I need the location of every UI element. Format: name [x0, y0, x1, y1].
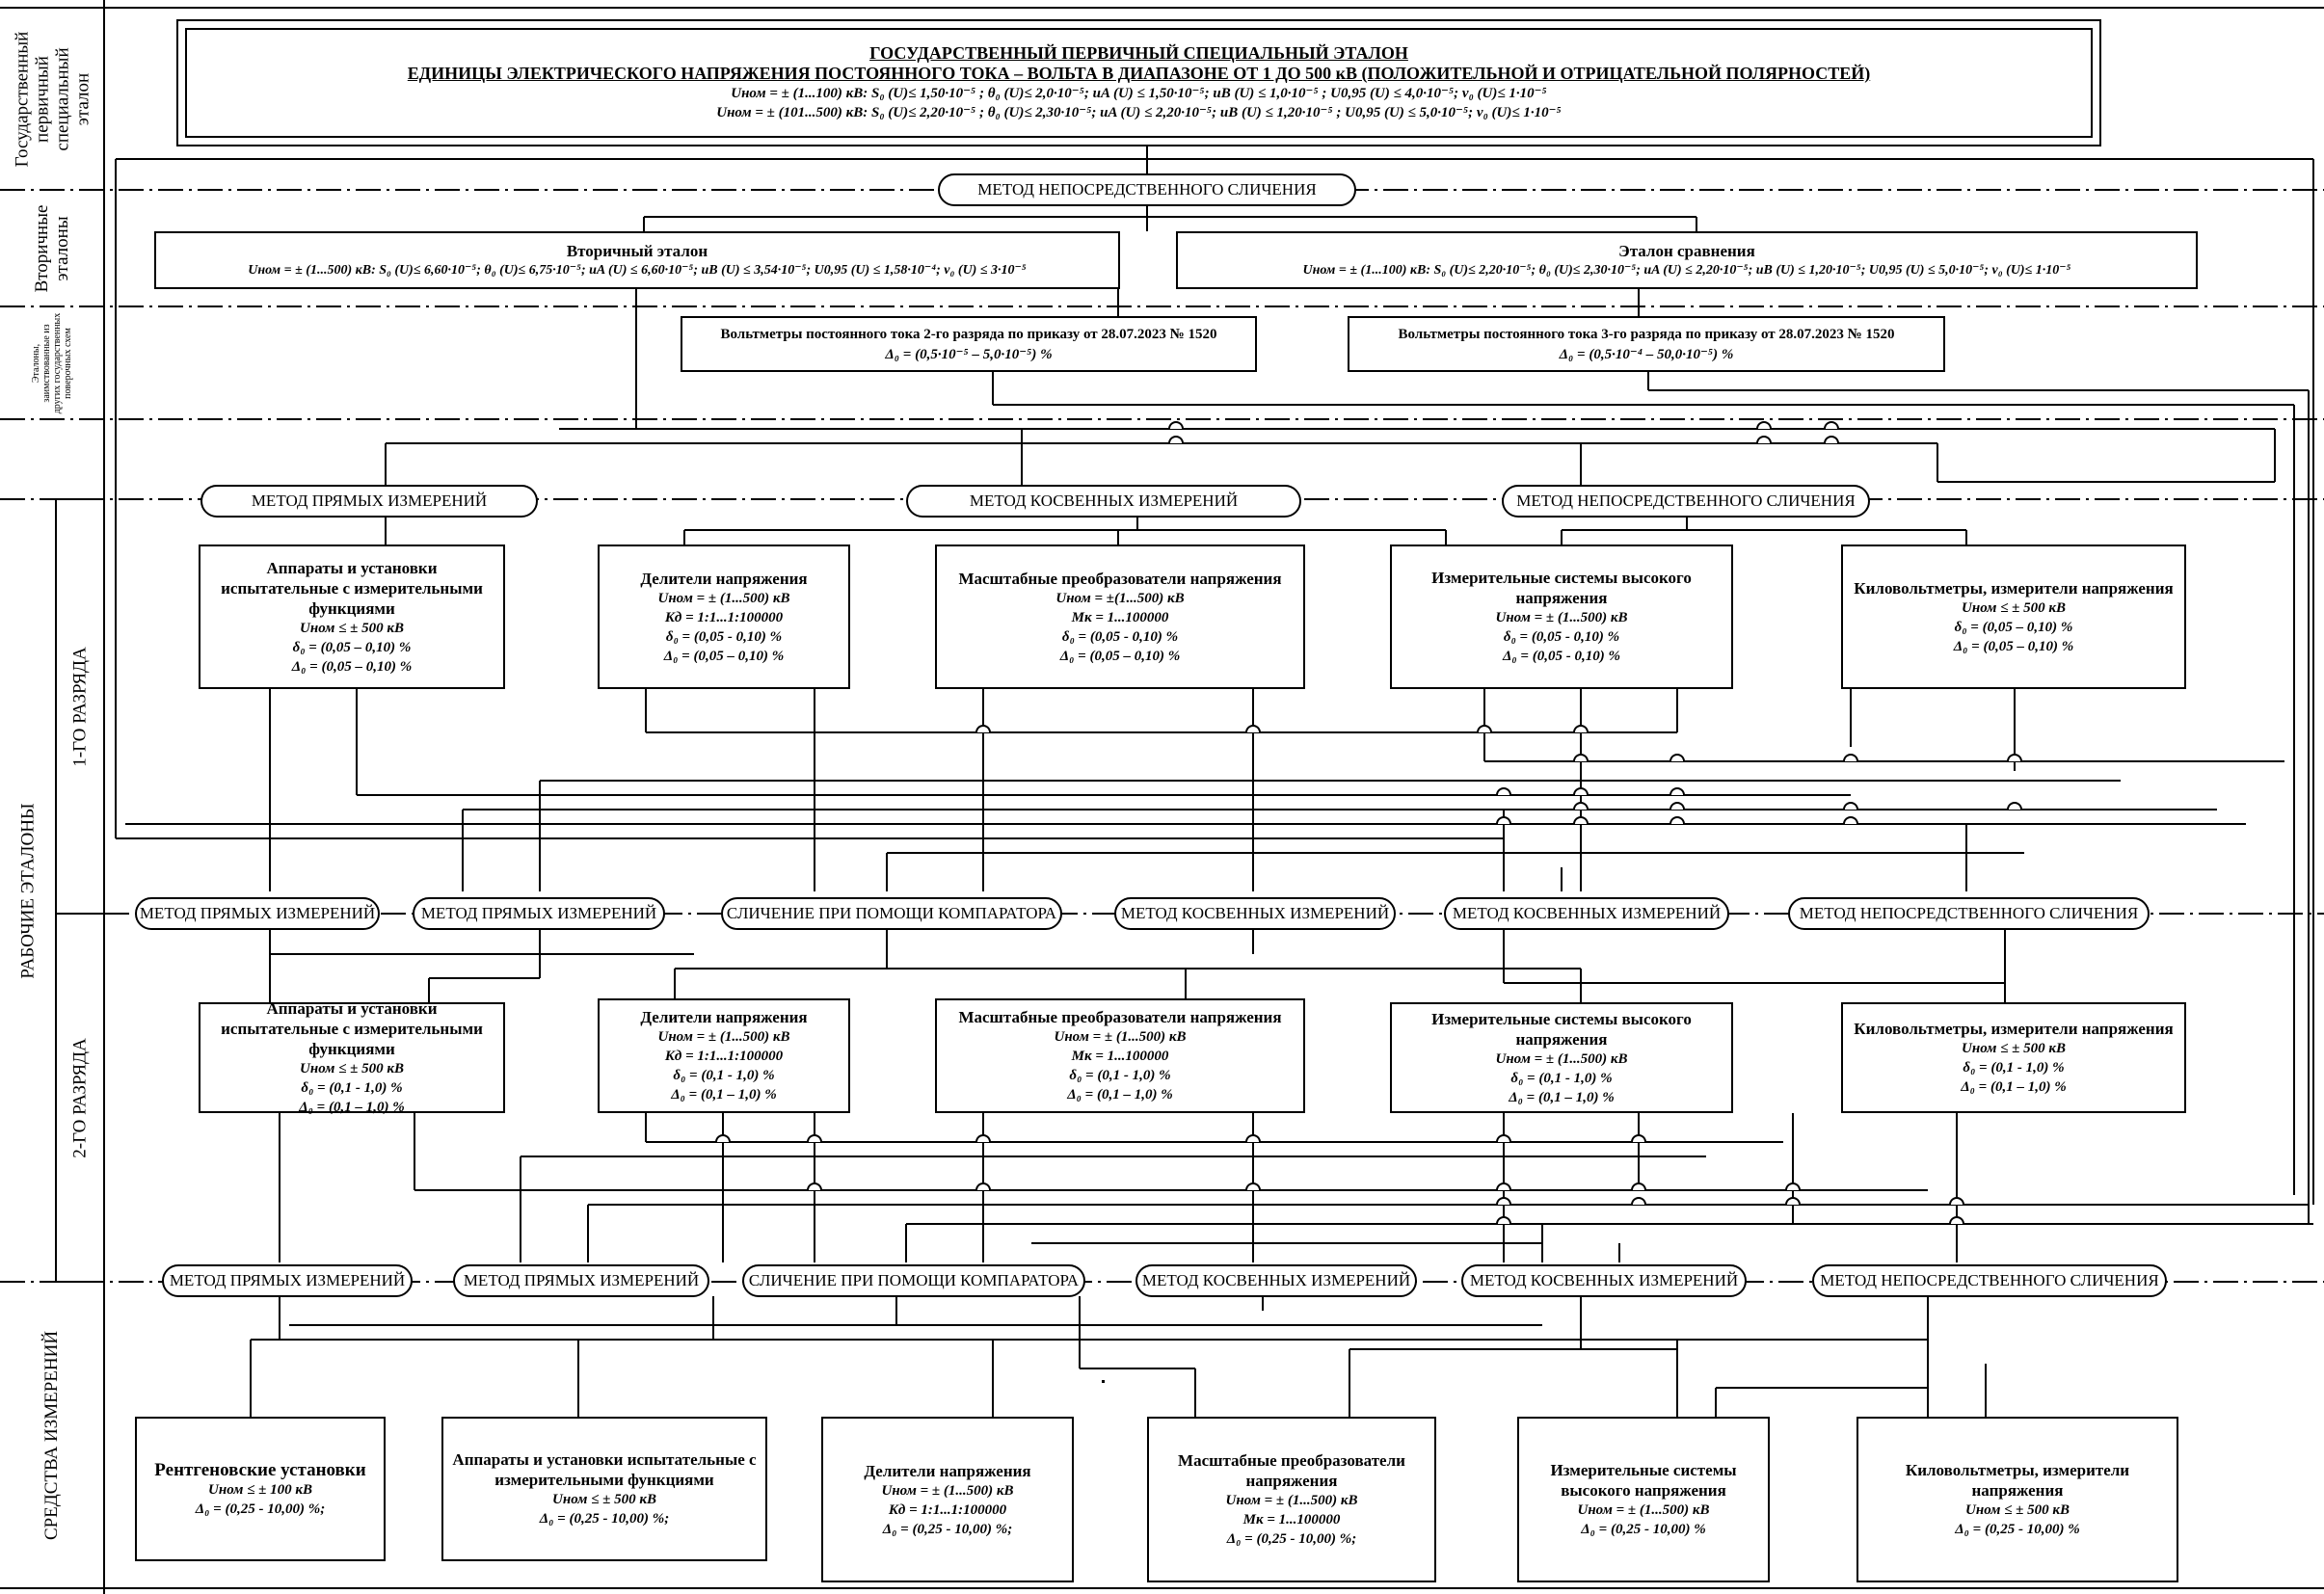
borrowed-voltmeters-grade3-title: Вольтметры постоянного тока 3-го разряда по приказу от 28.07.2023 № 1520 [1398, 326, 1895, 342]
grade2-line: δ₀ = (0,1 - 1,0) % [1069, 1068, 1171, 1083]
instrument-title: Масштабные преобразователи напряжения [1178, 1451, 1405, 1490]
grade2-line: δ₀ = (0,1 - 1,0) % [673, 1068, 775, 1083]
grade2-box [1841, 1002, 2186, 1113]
side-label-instruments: СРЕДСТВА ИЗМЕРЕНИЙ [41, 1330, 63, 1540]
method-pill-row2: МЕТОД КОСВЕННЫХ ИЗМЕРЕНИЙ [1444, 897, 1729, 930]
method-pill-row3: МЕТОД НЕПОСРЕДСТВЕННОГО СЛИЧЕНИЯ [1812, 1264, 2167, 1297]
grade1-line: δ₀ = (0,05 – 0,10) % [1954, 619, 2073, 635]
instrument-line: Kд = 1:1...1:100000 [888, 1501, 1007, 1518]
line-hop [1632, 1135, 1645, 1142]
line-hop [1497, 1135, 1510, 1142]
method-pill-row3: МЕТОД КОСВЕННЫХ ИЗМЕРЕНИЙ [1461, 1264, 1747, 1297]
instrument-box [1147, 1417, 1436, 1582]
grade2-line: Kд = 1:1...1:100000 [664, 1049, 784, 1064]
grade1-line: Uном ≤ ± 500 кВ [300, 620, 404, 636]
line-hop [1574, 755, 1588, 761]
instrument-title: Измерительные системы высокого напряжения [1550, 1461, 1737, 1500]
grade1-line: δ₀ = (0,05 - 0,10) % [665, 628, 783, 645]
grade1-title: Делители напряжения [640, 569, 808, 588]
grade2-line: Δ₀ = (0,1 – 1,0) % [1067, 1087, 1173, 1103]
line-hop [1670, 803, 1684, 810]
grade2-box [598, 998, 850, 1113]
grade1-line: Δ₀ = (0,05 – 0,10) % [291, 658, 413, 675]
grade1-box [199, 545, 505, 689]
grade1-line: Δ₀ = (0,05 - 0,10) % [1503, 649, 1620, 664]
method-pill-row1: МЕТОД НЕПОСРЕДСТВЕННОГО СЛИЧЕНИЯ [1502, 485, 1870, 518]
state-standard-formula-1: Uном = ± (1...100) кВ: S₀ (U)≤ 1,50·10⁻⁵ ; θ₀ (U)≤ 2,0·10⁻⁵; uA (U) ≤ 1,50·10⁻⁵; uB (U) ≤ 1,0·10⁻⁵ ; U0,95 (U) ≤ 4,0·10⁻⁵; ν₀ (U)≤ 1·10⁻⁵ [731, 86, 1547, 101]
grade2-line: Δ₀ = (0,1 – 1,0) % [299, 1100, 405, 1115]
secondary-standard-box [154, 231, 1120, 289]
grade1-title: Киловольтметры, измерители напряжения [1854, 578, 2174, 598]
state-standard-title-1: ГОСУДАРСТВЕННЫЙ ПЕРВИЧНЫЙ СПЕЦИАЛЬНЫЙ ЭТАЛОН [869, 43, 1408, 63]
instrument-title: Киловольтметры, измерители напряжения [1905, 1461, 2130, 1500]
instrument-line: Uном = ± (1...500) кВ [881, 1482, 1014, 1499]
side-label-grade2: 2-ГО РАЗРЯДА [69, 1037, 91, 1158]
instrument-line: Δ₀ = (0,25 - 10,00) % [1955, 1522, 2080, 1537]
side-label-grade1: 1-ГО РАЗРЯДА [69, 646, 91, 767]
grade2-title: Киловольтметры, измерители напряжения [1854, 1020, 2174, 1038]
method-pill-row3: МЕТОД ПРЯМЫХ ИЗМЕРЕНИЙ [162, 1264, 413, 1297]
grade2-line: Uном = ± (1...500) кВ [657, 1029, 790, 1045]
line-hop [1497, 817, 1510, 824]
line-hop [1632, 1198, 1645, 1205]
grade2-line: δ₀ = (0,1 - 1,0) % [1963, 1060, 2065, 1076]
grade1-line: Uном = ±(1...500) кВ [1055, 590, 1185, 606]
grade1-box [1390, 545, 1733, 689]
line-hop [1844, 803, 1857, 810]
grade1-title: Измерительные системы высокого напряжения [1431, 569, 1692, 607]
grade2-line: Uном = ± (1...500) кВ [1054, 1029, 1187, 1045]
grade1-line: Δ₀ = (0,05 – 0,10) % [663, 648, 785, 664]
line-hop [976, 1183, 990, 1190]
instrument-line: Δ₀ = (0,25 - 10,00) %; [1226, 1531, 1357, 1547]
grade2-title: Аппараты и установки испытательные с измерительными функциями [221, 999, 483, 1058]
line-hop [1670, 788, 1684, 795]
grade2-line: Mк = 1...100000 [1071, 1049, 1169, 1064]
grade1-line: Uном = ± (1...500) кВ [657, 590, 790, 606]
comparison-standard-box [1176, 231, 2198, 289]
line-hop [1574, 817, 1588, 824]
grade2-line: Δ₀ = (0,1 – 1,0) % [1961, 1079, 2067, 1095]
line-hop [716, 1135, 730, 1142]
stray-dot [1102, 1380, 1105, 1383]
instrument-title: Аппараты и установки испытательные с измерительными функциями [452, 1450, 757, 1489]
grade2-line: Δ₀ = (0,1 – 1,0) % [671, 1087, 777, 1103]
comparison-standard-title: Эталон сравнения [1618, 241, 1755, 260]
grade1-line: Uном = ± (1...500) кВ [1495, 610, 1628, 625]
grade1-line: Mк = 1...100000 [1071, 609, 1169, 625]
line-hop [1169, 437, 1183, 443]
instrument-line: Δ₀ = (0,25 - 10,00) % [1581, 1522, 1706, 1537]
instrument-box [821, 1417, 1074, 1582]
grade1-line: δ₀ = (0,05 – 0,10) % [292, 639, 412, 655]
secondary-standard-title: Вторичный эталон [566, 241, 708, 260]
instrument-title: Рентгеновские установки [154, 1459, 366, 1480]
instrument-line: Δ₀ = (0,25 - 10,00) %; [539, 1511, 670, 1527]
line-hop [1246, 726, 1260, 732]
side-label-secondary: Вторичные эталоны [32, 204, 72, 292]
instrument-box [1857, 1417, 2178, 1582]
grade1-title: Аппараты и установки испытательные с измерительными функциями [221, 558, 483, 618]
method-pill-row2: МЕТОД ПРЯМЫХ ИЗМЕРЕНИЙ [135, 897, 380, 930]
line-hop [1757, 422, 1771, 429]
state-standard-formula-2: Uном = ± (101...500) кВ: S₀ (U)≤ 2,20·10⁻⁵ ; θ₀ (U)≤ 2,30·10⁻⁵; uA (U) ≤ 2,20·10⁻⁵; uB (U) ≤ 1,20·10⁻⁵ ; U0,95 (U) ≤ 5,0·10⁻⁵; ν₀ (U)≤ 1·10⁻⁵ [716, 105, 1562, 120]
line-hop [808, 1135, 821, 1142]
line-hop [1950, 1217, 1963, 1224]
grade1-line: δ₀ = (0,05 - 0,10) % [1061, 628, 1179, 645]
grade2-title: Масштабные преобразователи напряжения [958, 1008, 1282, 1026]
grade2-line: Δ₀ = (0,1 – 1,0) % [1509, 1089, 1615, 1105]
grade1-line: δ₀ = (0,05 - 0,10) % [1503, 629, 1620, 645]
line-hop [1574, 788, 1588, 795]
line-hop [1632, 1183, 1645, 1190]
method-pill-row3: МЕТОД ПРЯМЫХ ИЗМЕРЕНИЙ [453, 1264, 709, 1297]
grade1-box [598, 545, 850, 689]
grade2-line: δ₀ = (0,1 - 1,0) % [1510, 1070, 1613, 1086]
borrowed-voltmeters-grade2-box [681, 316, 1257, 372]
grade1-box [1841, 545, 2186, 689]
grade1-line: Δ₀ = (0,05 – 0,10) % [1059, 648, 1181, 664]
secondary-standard-params: Uном = ± (1...500) кВ: S₀ (U)≤ 6,60·10⁻⁵; θ₀ (U)≤ 6,75·10⁻⁵; uA (U) ≤ 6,60·10⁻⁵; uB (U) ≤ 3,54·10⁻⁵; U0,95 (U) ≤ 1,58·10⁻⁴; ν₀ (U) ≤ 3·10⁻⁵ [248, 262, 1027, 278]
grade2-line: Uном = ± (1...500) кВ [1495, 1050, 1628, 1067]
line-hop [2008, 803, 2021, 810]
state-standard-title-2: ЕДИНИЦЫ ЭЛЕКТРИЧЕСКОГО НАПРЯЖЕНИЯ ПОСТОЯННОГО ТОКА – ВОЛЬТА В ДИАПАЗОНЕ ОТ 1 ДО 500 кВ (ПОЛОЖИТЕЛЬНОЙ И ОТРИЦАТЕЛЬНОЙ ПОЛЯРНОСТЕЙ) [407, 64, 1871, 83]
line-hop [1497, 788, 1510, 795]
grade2-title: Измерительные системы высокого напряжения [1431, 1009, 1692, 1049]
line-hop [1574, 726, 1588, 732]
borrowed-voltmeters-grade2-params: Δ₀ = (0,5·10⁻⁵ – 5,0·10⁻⁵) % [885, 346, 1053, 362]
line-hop [1497, 1217, 1510, 1224]
instrument-line: Uном ≤ ± 500 кВ [552, 1492, 656, 1507]
line-hop [976, 1135, 990, 1142]
instrument-box [135, 1417, 386, 1561]
line-hop [1844, 817, 1857, 824]
line-hop [1670, 755, 1684, 761]
side-label-state: Государственный первичный специальный эталон [12, 31, 93, 167]
line-hop [1825, 437, 1838, 443]
line-hop [1169, 422, 1183, 429]
grade2-box [199, 999, 505, 1115]
instrument-line: Mк = 1...100000 [1242, 1512, 1341, 1528]
side-label-other-schemes: Эталоны, заимствованные из других государственных поверочных схем [31, 312, 73, 413]
line-hop [1786, 1183, 1800, 1190]
borrowed-voltmeters-grade3-box [1348, 316, 1945, 372]
instrument-title: Делители напряжения [864, 1461, 1031, 1480]
line-hop [1825, 422, 1838, 429]
grade1-box [935, 545, 1305, 689]
instrument-line: Uном ≤ ± 500 кВ [1965, 1502, 2070, 1518]
line-hop [1246, 1135, 1260, 1142]
grade2-box [1390, 1002, 1733, 1113]
line-hop [1757, 437, 1771, 443]
grade2-line: Uном ≤ ± 500 кВ [1962, 1041, 2066, 1056]
instrument-line: Uном = ± (1...500) кВ [1225, 1493, 1358, 1508]
method-pill-row1: МЕТОД КОСВЕННЫХ ИЗМЕРЕНИЙ [906, 485, 1301, 518]
line-hop [1246, 1183, 1260, 1190]
instrument-line: Δ₀ = (0,25 - 10,00) %; [882, 1521, 1013, 1537]
line-hop [976, 726, 990, 732]
instrument-box [1517, 1417, 1770, 1582]
grade2-box [935, 998, 1305, 1113]
grade1-line: Δ₀ = (0,05 – 0,10) % [1953, 638, 2074, 654]
borrowed-voltmeters-grade3-params: Δ₀ = (0,5·10⁻⁴ – 50,0·10⁻⁵) % [1559, 346, 1734, 362]
instrument-line: Uном = ± (1...500) кВ [1577, 1502, 1710, 1518]
line-hop [1670, 817, 1684, 824]
borrowed-voltmeters-grade2-title: Вольтметры постоянного тока 2-го разряда по приказу от 28.07.2023 № 1520 [720, 326, 1217, 342]
state-primary-standard-box [176, 19, 2101, 146]
grade2-line: Uном ≤ ± 500 кВ [300, 1061, 404, 1076]
grade1-line: Uном ≤ ± 500 кВ [1962, 599, 2066, 616]
method-pill-row2: МЕТОД НЕПОСРЕДСТВЕННОГО СЛИЧЕНИЯ [1788, 897, 2150, 930]
line-hop [1478, 726, 1491, 732]
side-label-working: РАБОЧИЕ ЭТАЛОНЫ [17, 802, 39, 979]
grade2-line: δ₀ = (0,1 - 1,0) % [301, 1080, 403, 1096]
line-hop [1786, 1198, 1800, 1205]
method-pill-row2: СЛИЧЕНИЕ ПРИ ПОМОЩИ КОМПАРАТОРА [721, 897, 1062, 930]
line-hop [1574, 803, 1588, 810]
method-pill-row3: СЛИЧЕНИЕ ПРИ ПОМОЩИ КОМПАРАТОРА [742, 1264, 1085, 1297]
method-pill-row2: МЕТОД ПРЯМЫХ ИЗМЕРЕНИЙ [413, 897, 665, 930]
line-hop [2008, 755, 2021, 761]
comparison-standard-params: Uном = ± (1...100) кВ: S₀ (U)≤ 2,20·10⁻⁵; θ₀ (U)≤ 2,30·10⁻⁵; uA (U) ≤ 2,20·10⁻⁵; uB (U) ≤ 1,20·10⁻⁵; U0,95 (U) ≤ 5,0·10⁻⁵; ν₀ (U)≤ 1·10⁻⁵ [1302, 262, 2071, 278]
instrument-line: Δ₀ = (0,25 - 10,00) %; [195, 1501, 326, 1517]
grade1-line: Kд = 1:1...1:100000 [664, 609, 784, 625]
line-hop [1844, 755, 1857, 761]
method-pill-row2: МЕТОД КОСВЕННЫХ ИЗМЕРЕНИЙ [1114, 897, 1396, 930]
instrument-line: Uном ≤ ± 100 кВ [208, 1481, 312, 1498]
line-hop [1497, 1183, 1510, 1190]
line-hop [808, 1183, 821, 1190]
method-pill-row1: МЕТОД ПРЯМЫХ ИЗМЕРЕНИЙ [200, 485, 538, 518]
method-pill-top: МЕТОД НЕПОСРЕДСТВЕННОГО СЛИЧЕНИЯ [938, 173, 1356, 206]
method-pill-row3: МЕТОД КОСВЕННЫХ ИЗМЕРЕНИЙ [1135, 1264, 1417, 1297]
instrument-box [441, 1417, 767, 1561]
grade2-title: Делители напряжения [640, 1008, 808, 1026]
line-hop [1497, 1198, 1510, 1205]
line-hop [1950, 1198, 1963, 1205]
grade1-title: Масштабные преобразователи напряжения [958, 569, 1282, 588]
